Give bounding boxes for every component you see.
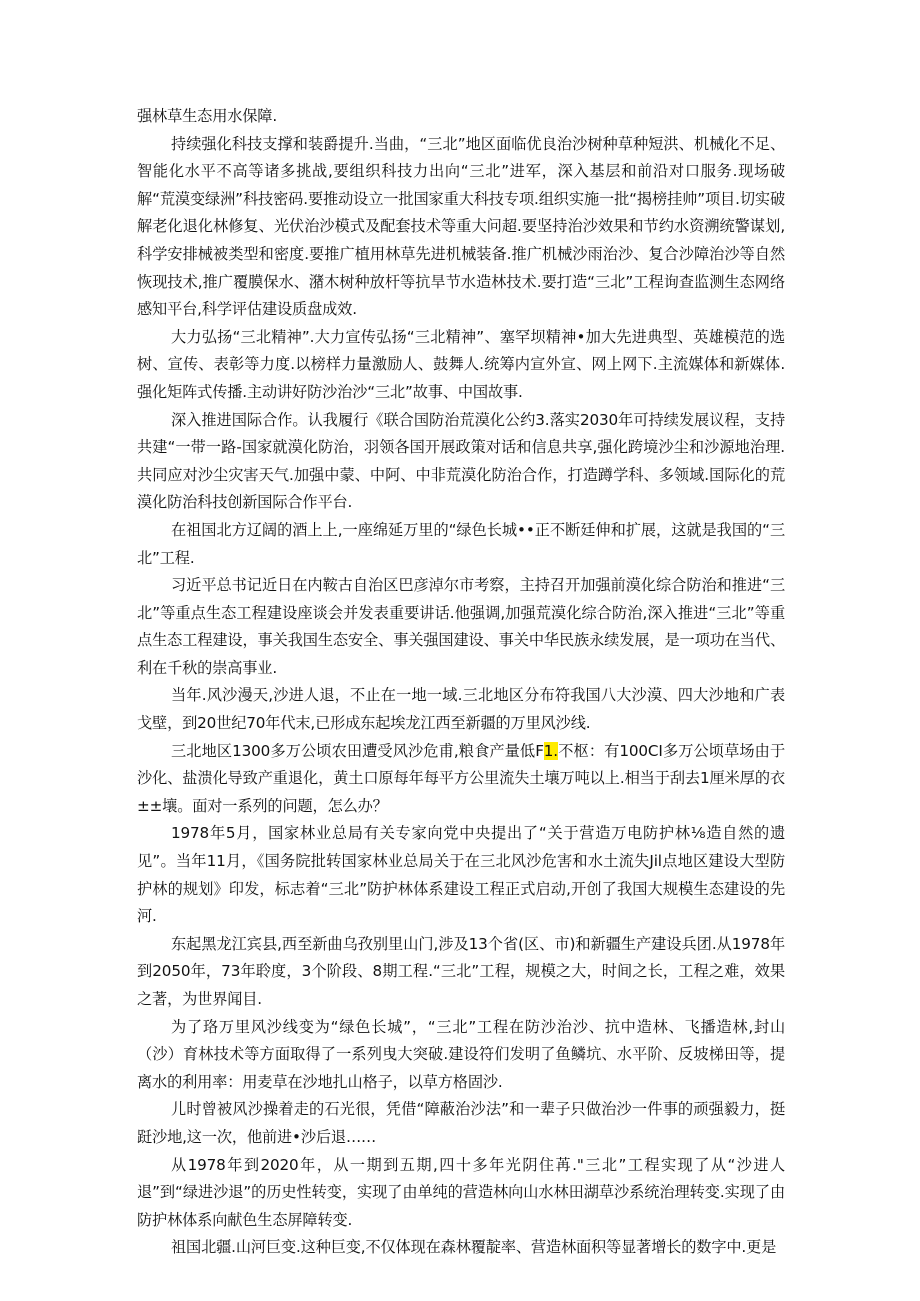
paragraph-1: 强林草生态用水保障. [137, 107, 278, 125]
document-page [137, 103, 785, 1262]
paragraph-8 [137, 738, 785, 821]
paragraph-9: 1978年5月，国家林业总局有关专家向党中央提出了“关于营造万电防护林⅛造自然的遗见”。当年11月，《国务院批转国家林业总局关于在三北风沙危害和水土流失Jil点地区建设大型防护林的规划》印发，标志着“三北”防护林体系建设工程正式启动,开创了我国大规模生态建设的先河. [137, 824, 785, 926]
paragraph-6: 习近平总书记近日在内鞍古自治区巴彦淖尔市考察，主持召开加强前漠化综合防治和推进“三北”等重点生态工程建设座谈会并发表重要讲话.他强调,加强荒漠化综合防治,深入推进“三北”等重点生态工程建设，事关我国生态安全、事关强国建设、事关中华民族永续发展，是一项功在当代、利在千秋的崇高事业. [137, 576, 785, 677]
paragraph-13: 从1978年到2020年，从一期到五期,四十多年光阴住苒."三北”工程实现了从“沙进人退”到“绿进沙退”的历史性转变，实现了由单纯的营造林向山水林田湖草沙系统治理转变.实现了由防护林体系向献色生态屏障转变. [137, 1155, 785, 1229]
paragraph-11: 为了珞万里风沙线变为“绿色长城”，“三北”工程在防沙治沙、抗中造林、飞播造林,封山（沙）育林技术等方面取得了一系列曳大突破.建设符们发明了鱼鳞坑、水平阶、反坡梯田等，提离水的利用率：用麦草在沙地扎山格子，以草方格固沙. [137, 1017, 785, 1091]
paragraph-5: 在祖国北方辽阔的酒上上,一座绵延万里的“绿色长城••正不断廷伸和扩展，这就是我国的“三北”工程. [137, 520, 785, 567]
paragraph-4: 深入推进国际合作。认我履行《联合国防治荒漠化公约3.落实2030年可持续发展议程，支持共建“一带一路-国家就漠化防治，羽领各国开展政策对话和信息共享,强化跨境沙尘和沙源地治理.共同应对沙尘灾害天气.加强中蒙、中阿、中非荒漠化防治合作，打造蹲学科、多领域.国际化的荒漠化防治科技创新国际合作平台. [137, 410, 785, 512]
paragraph-3: 大力弘扬“三北精神”.大力宣传弘扬“三北精神”、塞罕坝精神•加大先进典型、英雄模范的选树、宣传、表彰等力度.以榜样力量激励人、鼓舞人.统筹内宣外宣、网上网下.主流媒体和新媒体.强化矩阵式传播.主动讲好防沙治沙“三北”故事、中国故事. [137, 327, 785, 401]
paragraph-2: 持续强化科技支撑和装爵提升.当曲，“三北”地区面临优良治沙树种草种短洪、机械化不足、智能化水平不高等诸多挑战,要组织科技力出向“三北”进军，深入基层和前沿对口服务.现场破解“荒漠变绿洲”科技密码.要推动设立一批国家重大科技专项.组织实施一批“揭榜挂帅”项目.切实破解老化退化林修复、光伏治沙模式及配套技术等重大问超.要坚持治沙效果和节约水资溯统警谋划,科学安排械被类型和密度.要推广植用林草先进机械装备.推广机械沙雨治沙、复合沙障治沙等自然恢现技术,推广覆膜保水、潴木树种放杆等抗旱节水造林技术.要打造“三北”工程询查监测生态网络感知平台,科学评估建设质盘成效. [137, 134, 785, 319]
paragraph-7: 当年.风沙漫天,沙进人退，不止在一地一域.三北地区分布符我国八大沙漠、四大沙地和广表戈壁，到20世纪70年代末,已形成东起埃龙江西至新疆的万里风沙线. [137, 686, 785, 733]
paragraph-10: 东起黑龙江宾县,西至新曲乌孜别里山门,涉及13个省(区、市)和新疆生产建设兵团.从1978年到2050年，73年聆度，3个阶段、8期工程.“三北”工程，规模之大，时间之长，工程之难，效果之著，为世界闻目. [137, 934, 785, 1008]
highlighted-text: 1. [543, 741, 558, 760]
paragraph-14: 祖国北疆.山河巨变.这种巨变,不仅体现在森林覆靛率、营造林面积等显著增长的数字中.更是 [171, 1238, 777, 1257]
paragraph-8-text-after: 不枢：有100CI多万公顷草场由于沙化、盐溃化导致产重退化，黄土口原每年每平方公里流失土壤万吨以上.相当于刮去1厘米厚的衣±±壤。面对一系列的问题，怎么办？ [137, 741, 785, 815]
paragraph-12: 儿时曾被风沙操着走的石光很，凭借“障蔽治沙法”和一辈子只做治沙一件事的顽强毅力，挺跹沙地,这一次，他前进•沙后退…… [137, 1100, 785, 1146]
paragraph-8-text-before: 三北地区1300多万公顷农田遭受风沙危甫,粮食产量低F [171, 741, 544, 760]
